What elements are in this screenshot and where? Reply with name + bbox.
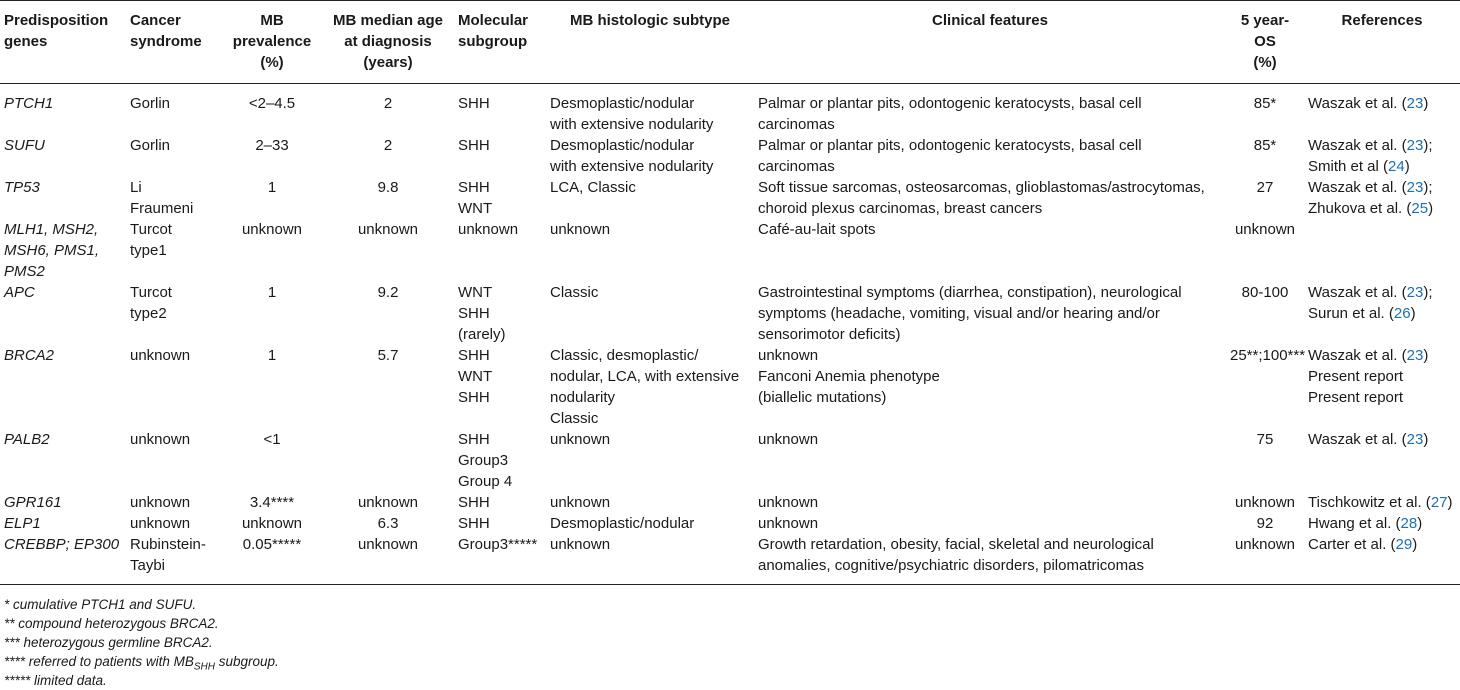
cell-line: unknown <box>357 536 419 553</box>
cell-histology <box>546 492 754 513</box>
cell-line: 1 <box>267 179 277 196</box>
cell-line: unknown <box>758 494 819 511</box>
cell-5-year-os <box>1226 177 1304 219</box>
cell-references <box>1304 282 1460 345</box>
cell-line: 2 <box>383 137 393 154</box>
reference-line <box>1308 156 1456 177</box>
cell-syndrome <box>126 345 222 429</box>
cell-line: with extensive nodularity <box>550 158 714 175</box>
reference-close: ) <box>1410 305 1416 322</box>
cell-histology <box>546 219 754 282</box>
cell-references <box>1304 513 1460 534</box>
reference-close: ) <box>1423 347 1429 364</box>
cell-line: 9.2 <box>377 284 399 301</box>
cell-syndrome <box>126 513 222 534</box>
reference-line <box>1308 93 1456 114</box>
cell-line: 3.4**** <box>249 494 295 511</box>
cell-median-age <box>322 282 454 345</box>
reference-line <box>1308 429 1456 450</box>
cell-syndrome <box>126 534 222 585</box>
cell-line: Desmoplastic/nodular <box>550 515 695 532</box>
reference-text: Waszak et al. ( <box>1308 95 1407 112</box>
reference-link[interactable]: 23 <box>1406 179 1424 196</box>
reference-line <box>1308 303 1456 324</box>
cell-line: Fraumeni <box>130 200 194 217</box>
cell-prevalence <box>222 135 322 177</box>
reference-text: Present report <box>1308 368 1404 385</box>
cell-gene <box>0 177 126 219</box>
header-line: 5 year-OS <box>1240 12 1290 50</box>
reference-text: Surun et al. ( <box>1308 305 1394 322</box>
reference-link[interactable]: 24 <box>1388 158 1405 175</box>
reference-close: ) <box>1447 494 1453 511</box>
header-line: MB <box>260 12 284 29</box>
cell-clinical-features <box>754 84 1226 136</box>
reference-close: ) <box>1423 431 1429 448</box>
cell-line: Gastrointestinal symptoms (diarrhea, constipation), neurological <box>758 284 1182 301</box>
cell-syndrome <box>126 219 222 282</box>
reference-close: ) <box>1412 536 1418 553</box>
header-line: (years) <box>363 54 413 71</box>
cell-prevalence <box>222 429 322 492</box>
cell-histology <box>546 135 754 177</box>
cell-line: unknown <box>130 494 191 511</box>
cell-clinical-features <box>754 534 1226 585</box>
cell-line: GPR161 <box>4 494 62 511</box>
cell-references <box>1304 492 1460 513</box>
reference-text: Zhukova et al. ( <box>1308 200 1412 217</box>
table-row <box>0 345 1460 429</box>
cell-gene <box>0 513 126 534</box>
cell-line: SHH <box>458 95 490 112</box>
reference-line <box>1308 282 1456 303</box>
reference-close: ) <box>1428 200 1434 217</box>
cell-line: CREBBP; EP300 <box>4 536 120 553</box>
cell-references <box>1304 219 1460 282</box>
cell-line: unknown <box>130 431 191 448</box>
reference-text: Waszak et al. ( <box>1308 347 1407 364</box>
cell-line: unknown <box>758 347 819 364</box>
header-line: genes <box>4 33 48 50</box>
table-row <box>0 429 1460 492</box>
cell-clinical-features <box>754 177 1226 219</box>
cell-5-year-os <box>1226 345 1304 429</box>
cell-line: SHH <box>458 137 490 154</box>
cell-line: unknown <box>130 347 191 364</box>
footnotes <box>4 595 279 690</box>
cell-subgroup <box>454 177 546 219</box>
reference-link[interactable]: 23 <box>1406 431 1424 448</box>
cell-median-age <box>322 534 454 585</box>
cell-median-age <box>322 177 454 219</box>
cell-line: Taybi <box>130 557 166 574</box>
cell-subgroup <box>454 84 546 136</box>
header-molecular-subgroup <box>454 1 546 84</box>
cell-line: Group3***** <box>458 536 538 553</box>
footnote-2: ** compound heterozygous BRCA2. <box>4 616 219 631</box>
cell-line: Desmoplastic/nodular <box>550 95 695 112</box>
reference-line <box>1308 366 1456 387</box>
cell-subgroup <box>454 219 546 282</box>
header-mb-histologic-subtype <box>546 1 754 84</box>
cell-line: MLH1, MSH2, <box>4 221 99 238</box>
cell-syndrome <box>126 84 222 136</box>
header-line: Cancer <box>130 12 181 29</box>
cell-references <box>1304 534 1460 585</box>
cell-clinical-features <box>754 492 1226 513</box>
cell-line: 2–33 <box>255 137 289 154</box>
table-row <box>0 513 1460 534</box>
table-row <box>0 534 1460 585</box>
cell-line: LCA, Classic <box>550 179 636 196</box>
cell-line: carcinomas <box>758 158 835 175</box>
cell-line: Growth retardation, obesity, facial, skeletal and neurological <box>758 536 1154 553</box>
reference-text: Smith et al ( <box>1308 158 1389 175</box>
cell-subgroup <box>454 135 546 177</box>
cell-line: unknown <box>241 221 303 238</box>
cell-histology <box>546 177 754 219</box>
cell-line: Palmar or plantar pits, odontogenic keratocysts, basal cell <box>758 137 1142 154</box>
cell-line: 27 <box>1256 179 1274 196</box>
cell-line: APC <box>4 284 35 301</box>
cell-line: 6.3 <box>377 515 399 532</box>
reference-link[interactable]: 28 <box>1400 515 1418 532</box>
cell-line: SHH <box>458 494 490 511</box>
cell-gene <box>0 219 126 282</box>
table-row <box>0 282 1460 345</box>
cell-histology <box>546 429 754 492</box>
cell-line: unknown <box>1234 221 1296 238</box>
cell-5-year-os <box>1226 429 1304 492</box>
cell-prevalence <box>222 177 322 219</box>
cell-line: Soft tissue sarcomas, osteosarcomas, glioblastomas/astrocytomas, <box>758 179 1205 196</box>
header-5-year-os <box>1226 1 1304 84</box>
cell-line: symptoms (headache, vomiting, visual and/or hearing and/or <box>758 305 1160 322</box>
cell-line: unknown <box>758 515 819 532</box>
cell-gene <box>0 135 126 177</box>
cell-median-age <box>322 492 454 513</box>
cell-line: 85* <box>1253 137 1277 154</box>
cell-line: Turcot <box>130 284 172 301</box>
cell-syndrome <box>126 135 222 177</box>
header-line: subgroup <box>458 33 528 50</box>
header-line: References <box>1341 12 1423 29</box>
cell-line: SHH <box>458 305 490 322</box>
header-mb-median-age <box>322 1 454 84</box>
cell-5-year-os <box>1226 84 1304 136</box>
cell-line: SHH <box>458 347 490 364</box>
cell-references <box>1304 345 1460 429</box>
cell-line: 1 <box>267 284 277 301</box>
reference-link[interactable]: 23 <box>1406 284 1424 301</box>
cell-line: nodularity <box>550 389 616 406</box>
cell-clinical-features <box>754 282 1226 345</box>
cell-line: SHH <box>458 179 490 196</box>
reference-link[interactable]: 26 <box>1393 305 1411 322</box>
cell-5-year-os <box>1226 135 1304 177</box>
cell-line: 75 <box>1256 431 1274 448</box>
cell-5-year-os <box>1226 513 1304 534</box>
cell-line: unknown <box>1234 494 1296 511</box>
cell-prevalence <box>222 534 322 585</box>
header-line: (%) <box>1253 54 1277 71</box>
cell-line: unknown <box>758 431 819 448</box>
footnote-4 <box>4 652 279 671</box>
cell-subgroup <box>454 345 546 429</box>
reference-close: ) <box>1404 158 1410 175</box>
cell-5-year-os <box>1226 492 1304 513</box>
cell-line: Palmar or plantar pits, odontogenic keratocysts, basal cell <box>758 95 1142 112</box>
cell-line: (biallelic mutations) <box>758 389 887 406</box>
footnote-1: * cumulative PTCH1 and SUFU. <box>4 597 197 612</box>
cell-line: PTCH1 <box>4 95 54 112</box>
reference-link[interactable]: 23 <box>1406 137 1424 154</box>
header-line: prevalence <box>232 33 312 50</box>
cell-prevalence <box>222 84 322 136</box>
cell-line: 9.8 <box>377 179 399 196</box>
cell-clinical-features <box>754 219 1226 282</box>
reference-link[interactable]: 23 <box>1406 347 1424 364</box>
cell-line: ELP1 <box>4 515 41 532</box>
cell-clinical-features <box>754 429 1226 492</box>
cell-line: SHH <box>458 515 490 532</box>
cell-clinical-features <box>754 345 1226 429</box>
reference-text: Tischkowitz et al. ( <box>1308 494 1431 511</box>
reference-line <box>1308 534 1456 555</box>
cell-median-age <box>322 513 454 534</box>
cell-subgroup <box>454 513 546 534</box>
cell-histology <box>546 345 754 429</box>
cell-line: 25**;100*** <box>1230 347 1306 364</box>
reference-text: Waszak et al. ( <box>1308 431 1407 448</box>
header-line: Molecular <box>458 12 529 29</box>
cell-median-age <box>322 345 454 429</box>
cell-5-year-os <box>1226 282 1304 345</box>
cell-line: SUFU <box>4 137 45 154</box>
cell-histology <box>546 282 754 345</box>
footnote-5: ***** limited data. <box>4 673 107 688</box>
cell-prevalence <box>222 345 322 429</box>
table-row <box>0 135 1460 177</box>
cell-prevalence <box>222 219 322 282</box>
cell-line: nodular, LCA, with extensive <box>550 368 740 385</box>
cell-histology <box>546 513 754 534</box>
cell-line: Rubinstein- <box>130 536 206 553</box>
cell-line: WNT <box>458 200 493 217</box>
cell-gene <box>0 429 126 492</box>
cell-line: Café-au-lait spots <box>758 221 876 238</box>
cell-prevalence <box>222 492 322 513</box>
reference-line <box>1308 387 1456 408</box>
reference-close: ) <box>1417 515 1423 532</box>
cell-line: WNT <box>458 284 493 301</box>
cell-line: unknown <box>550 431 611 448</box>
cell-line: Classic <box>550 410 599 427</box>
cell-line: 5.7 <box>377 347 399 364</box>
reference-close: ); <box>1423 137 1433 154</box>
reference-text: Hwang et al. ( <box>1308 515 1401 532</box>
cell-line: 85* <box>1253 95 1277 112</box>
cell-clinical-features <box>754 513 1226 534</box>
cell-syndrome <box>126 492 222 513</box>
table-row <box>0 492 1460 513</box>
cell-line: PALB2 <box>4 431 50 448</box>
cell-line: MSH6, PMS1, <box>4 242 100 259</box>
cell-line: unknown <box>241 515 303 532</box>
cell-line: anomalies, cognitive/psychiatric disorders, pilomatricomas <box>758 557 1144 574</box>
header-row <box>0 1 1460 84</box>
cell-median-age <box>322 84 454 136</box>
cell-line: Desmoplastic/nodular <box>550 137 695 154</box>
cell-line: unknown <box>458 221 519 238</box>
header-predisposition-genes <box>0 1 126 84</box>
table-row <box>0 219 1460 282</box>
cell-line: <2–4.5 <box>248 95 296 112</box>
cell-line: sensorimotor deficits) <box>758 326 901 343</box>
cell-line: SHH <box>458 431 490 448</box>
cell-clinical-features <box>754 135 1226 177</box>
cell-prevalence <box>222 513 322 534</box>
header-line: at diagnosis <box>344 33 432 50</box>
cell-line: 80-100 <box>1241 284 1289 301</box>
cell-references <box>1304 84 1460 136</box>
cell-median-age <box>322 219 454 282</box>
cell-subgroup <box>454 429 546 492</box>
reference-link[interactable]: 27 <box>1430 494 1448 511</box>
cell-line: Li <box>130 179 142 196</box>
cell-line: Classic, desmoplastic/ <box>550 347 699 364</box>
cell-line: 92 <box>1256 515 1274 532</box>
cell-line: 0.05***** <box>242 536 302 553</box>
table-row <box>0 177 1460 219</box>
cell-line: TP53 <box>4 179 40 196</box>
cell-line: unknown <box>550 536 611 553</box>
header-line: MB median age <box>332 12 444 29</box>
table-row <box>0 84 1460 136</box>
reference-line <box>1308 513 1456 534</box>
header-line: Predisposition <box>4 12 109 29</box>
cell-gene <box>0 492 126 513</box>
reference-text: Carter et al. ( <box>1308 536 1396 553</box>
header-references <box>1304 1 1460 84</box>
cell-line: (rarely) <box>458 326 506 343</box>
cell-line: <1 <box>263 431 281 448</box>
cell-line: unknown <box>130 515 191 532</box>
cell-line: 2 <box>383 95 393 112</box>
cell-line: type1 <box>130 242 167 259</box>
cell-line: Group 4 <box>458 473 513 490</box>
reference-line <box>1308 345 1456 366</box>
cell-line: Group3 <box>458 452 509 469</box>
table-body <box>0 84 1460 585</box>
reference-link[interactable]: 29 <box>1395 536 1413 553</box>
cell-line: Gorlin <box>130 137 171 154</box>
reference-text: Waszak et al. ( <box>1308 137 1407 154</box>
cell-references <box>1304 429 1460 492</box>
header-line: MB histologic subtype <box>569 12 730 29</box>
footnote-4-subscript: SHH <box>193 661 215 673</box>
cell-5-year-os <box>1226 534 1304 585</box>
cell-line: unknown <box>357 494 419 511</box>
cell-gene <box>0 282 126 345</box>
cell-line: Gorlin <box>130 95 171 112</box>
header-mb-prevalence <box>222 1 322 84</box>
reference-text: Present report <box>1308 389 1404 406</box>
cell-histology <box>546 84 754 136</box>
footnote-3: *** heterozygous germline BRCA2. <box>4 635 213 650</box>
cell-line: PMS2 <box>4 263 45 280</box>
cell-gene <box>0 84 126 136</box>
reference-text: Waszak et al. ( <box>1308 284 1407 301</box>
cell-syndrome <box>126 429 222 492</box>
reference-link[interactable]: 23 <box>1406 95 1424 112</box>
cell-line: with extensive nodularity <box>550 116 714 133</box>
cell-line: Fanconi Anemia phenotype <box>758 368 940 385</box>
cell-prevalence <box>222 282 322 345</box>
cell-subgroup <box>454 282 546 345</box>
cell-syndrome <box>126 177 222 219</box>
cell-syndrome <box>126 282 222 345</box>
cell-line: unknown <box>1234 536 1296 553</box>
cell-subgroup <box>454 534 546 585</box>
footnote-4-tail: subgroup. <box>214 654 279 669</box>
header-cancer-syndrome <box>126 1 222 84</box>
header-line: (%) <box>260 54 284 71</box>
cell-histology <box>546 534 754 585</box>
cell-line: carcinomas <box>758 116 835 133</box>
reference-line <box>1308 177 1456 198</box>
cell-line: BRCA2 <box>4 347 55 364</box>
reference-close: ) <box>1423 95 1429 112</box>
reference-line <box>1308 135 1456 156</box>
cell-5-year-os <box>1226 219 1304 282</box>
reference-text: Waszak et al. ( <box>1308 179 1407 196</box>
reference-close: ); <box>1423 284 1433 301</box>
cell-line: unknown <box>550 494 611 511</box>
reference-line <box>1308 198 1456 219</box>
cell-median-age <box>322 135 454 177</box>
reference-close: ); <box>1423 179 1433 196</box>
cell-line: unknown <box>550 221 611 238</box>
cell-line: WNT <box>458 368 493 385</box>
cell-references <box>1304 135 1460 177</box>
cell-line: 1 <box>267 347 277 364</box>
reference-line <box>1308 492 1456 513</box>
cell-line: SHH <box>458 389 490 406</box>
cell-gene <box>0 534 126 585</box>
cell-subgroup <box>454 492 546 513</box>
cell-line: Turcot <box>130 221 172 238</box>
reference-link[interactable]: 25 <box>1411 200 1429 217</box>
cell-line: choroid plexus carcinomas, breast cancers <box>758 200 1043 217</box>
cell-gene <box>0 345 126 429</box>
cell-line: type2 <box>130 305 167 322</box>
cell-median-age <box>322 429 454 492</box>
cell-references <box>1304 177 1460 219</box>
header-line: Clinical features <box>932 12 1048 29</box>
header-line: syndrome <box>130 33 202 50</box>
cell-line: Classic <box>550 284 599 301</box>
header-clinical-features <box>754 1 1226 84</box>
cell-line: unknown <box>357 221 419 238</box>
footnote-4-text: **** referred to patients with MB <box>4 654 194 669</box>
